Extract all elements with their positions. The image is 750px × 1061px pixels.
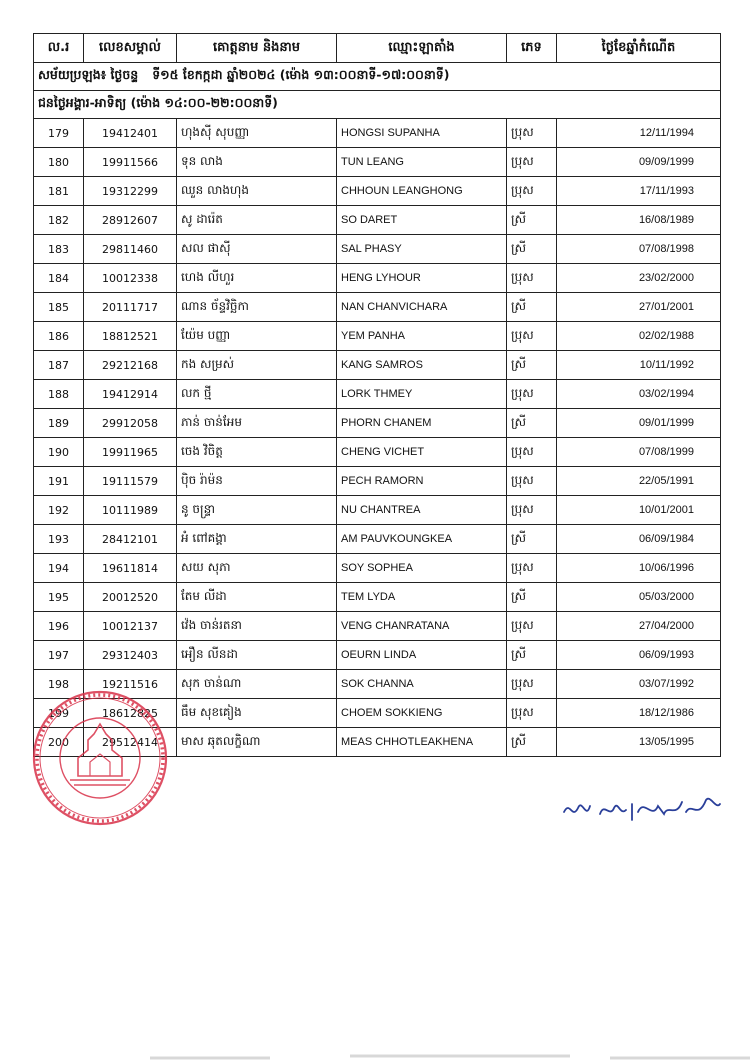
date-of-birth: 18/12/1986 [557,699,721,728]
table-row [34,235,721,264]
group-row [34,91,721,119]
gender: ប្រុស [507,612,557,641]
row-number: 194 [34,554,84,583]
name-khmer: ណាន ច័ន្ទវិច្ឆិកា [177,293,337,322]
gender: ស្រី [507,583,557,612]
gender: ស្រី [507,409,557,438]
candidate-id: 28412101 [84,525,177,554]
row-number: 183 [34,235,84,264]
candidate-id: 18812521 [84,322,177,351]
candidate-id: 10111989 [84,496,177,525]
gender: ប្រុស [507,467,557,496]
name-latin: SO DARET [337,206,507,235]
name-latin: HONGSI SUPANHA [337,119,507,148]
name-latin: LORK THMEY [337,380,507,409]
official-seal-icon [30,688,170,828]
row-number: 192 [34,496,84,525]
date-of-birth: 10/11/1992 [557,351,721,380]
row-number: 186 [34,322,84,351]
candidate-id: 19211516 [84,670,177,699]
session-detail: ទី១៥ ខែកក្កដា ឆ្នាំ២០២៤ (ម៉ោង ១៣:០០នាទី-១៧:០០នាទី) [152,67,450,82]
candidate-id: 20111717 [84,293,177,322]
date-of-birth: 12/11/1994 [557,119,721,148]
name-latin: CHOEM SOKKIENG [337,699,507,728]
candidate-id: 29212168 [84,351,177,380]
name-latin: OEURN LINDA [337,641,507,670]
name-khmer: មាស ឆុតលក្ខិណា [177,728,337,757]
date-of-birth: 02/02/1988 [557,322,721,351]
name-khmer: ទុន លាង [177,148,337,177]
name-khmer: សល ផាស៊ី [177,235,337,264]
table-row [34,119,721,148]
name-khmer: លក ថ្មី [177,380,337,409]
row-number: 198 [34,670,84,699]
name-khmer: ភាន់ ចាន់អែម [177,409,337,438]
row-number: 184 [34,264,84,293]
row-number: 189 [34,409,84,438]
name-latin: YEM PANHA [337,322,507,351]
name-khmer: ចេង វិចិត្ត [177,438,337,467]
gender: ស្រី [507,206,557,235]
row-number: 185 [34,293,84,322]
name-khmer: ឈួន លាងហុង [177,177,337,206]
name-latin: VENG CHANRATANA [337,612,507,641]
table-row [34,525,721,554]
gender: ប្រុស [507,496,557,525]
candidate-id: 10012137 [84,612,177,641]
table-row [34,438,721,467]
table-row [34,148,721,177]
name-latin: CHHOUN LEANGHONG [337,177,507,206]
date-of-birth: 13/05/1995 [557,728,721,757]
gender: ស្រី [507,351,557,380]
date-of-birth: 03/02/1994 [557,380,721,409]
date-of-birth: 17/11/1993 [557,177,721,206]
name-latin: SAL PHASY [337,235,507,264]
table-row [34,351,721,380]
gender: ប្រុស [507,380,557,409]
name-khmer: សុក ចាន់ណា [177,670,337,699]
candidate-id: 19412914 [84,380,177,409]
date-of-birth: 27/04/2000 [557,612,721,641]
header-id: លេខសម្គាល់ [84,34,177,63]
candidate-id: 19111579 [84,467,177,496]
date-of-birth: 16/08/1989 [557,206,721,235]
session-row [34,63,721,91]
candidate-id: 19412401 [84,119,177,148]
gender: ប្រុស [507,148,557,177]
name-latin: KANG SAMROS [337,351,507,380]
name-khmer: តែម លីដា [177,583,337,612]
name-khmer: កង សម្រស់ [177,351,337,380]
date-of-birth: 07/08/1998 [557,235,721,264]
row-number: 181 [34,177,84,206]
name-latin: SOY SOPHEA [337,554,507,583]
table-row [34,264,721,293]
page-edge-marks [150,1050,750,1061]
session-label: សម័យប្រឡង៖ ថ្ងៃចន្ទ [38,67,139,82]
gender: ប្រុស [507,554,557,583]
name-latin: PHORN CHANEM [337,409,507,438]
table-row [34,496,721,525]
table-row [34,641,721,670]
table-row [34,467,721,496]
candidate-id: 19911566 [84,148,177,177]
candidate-id: 29811460 [84,235,177,264]
row-number: 191 [34,467,84,496]
gender: ប្រុស [507,438,557,467]
date-of-birth: 09/01/1999 [557,409,721,438]
date-of-birth: 27/01/2001 [557,293,721,322]
name-latin: AM PAUVKOUNGKEA [337,525,507,554]
group-label: ជនថ្ងៃអង្គារ-អាទិត្យ (ម៉ោង ១៤:០០-២២:០០នាទី) [34,91,721,119]
row-number: 200 [34,728,84,757]
name-latin: TUN LEANG [337,148,507,177]
table-row [34,322,721,351]
gender: ស្រី [507,235,557,264]
candidate-id: 19312299 [84,177,177,206]
candidate-id: 19911965 [84,438,177,467]
name-latin: MEAS CHHOTLEAKHENA [337,728,507,757]
gender: ស្រី [507,728,557,757]
gender: ប្រុស [507,670,557,699]
date-of-birth: 07/08/1999 [557,438,721,467]
row-number: 195 [34,583,84,612]
date-of-birth: 06/09/1993 [557,641,721,670]
name-latin: HENG LYHOUR [337,264,507,293]
signature-icon [560,790,725,830]
name-khmer: សយ សុភា [177,554,337,583]
name-khmer: ហេង លីហួរ [177,264,337,293]
name-latin: CHENG VICHET [337,438,507,467]
name-khmer: ប៉ិច រ៉ាម៉ន [177,467,337,496]
date-of-birth: 10/01/2001 [557,496,721,525]
gender: ស្រី [507,525,557,554]
candidate-table [33,33,721,757]
row-number: 199 [34,699,84,728]
table-row [34,583,721,612]
gender: ស្រី [507,293,557,322]
header-name-kh: គោត្តនាម និងនាម [177,34,337,63]
table-row [34,206,721,235]
date-of-birth: 06/09/1984 [557,525,721,554]
row-number: 193 [34,525,84,554]
row-number: 188 [34,380,84,409]
row-number: 180 [34,148,84,177]
name-khmer: ហុងស៊ី សុបញ្ញា [177,119,337,148]
header-no: ល.រ [34,34,84,63]
name-latin: NAN CHANVICHARA [337,293,507,322]
name-khmer: អឿន លីនដា [177,641,337,670]
candidate-id: 29912058 [84,409,177,438]
table-row [34,293,721,322]
gender: ប្រុស [507,119,557,148]
table-row [34,612,721,641]
gender: ប្រុស [507,177,557,206]
row-number: 182 [34,206,84,235]
table-header-row [34,34,721,63]
gender: ប្រុស [507,264,557,293]
header-dob: ថ្ងៃខែឆ្នាំកំណើត [557,34,721,63]
name-khmer: យ៉ែម បញ្ញា [177,322,337,351]
document-sheet [33,33,720,757]
name-latin: TEM LYDA [337,583,507,612]
date-of-birth: 23/02/2000 [557,264,721,293]
candidate-id: 29312403 [84,641,177,670]
candidate-id: 29512414 [84,728,177,757]
name-khmer: អំ ពៅគង្គា [177,525,337,554]
date-of-birth: 09/09/1999 [557,148,721,177]
date-of-birth: 05/03/2000 [557,583,721,612]
header-gender: ភេទ [507,34,557,63]
name-khmer: វ៉េង ចាន់រតនា [177,612,337,641]
row-number: 179 [34,119,84,148]
table-row [34,380,721,409]
table-row [34,409,721,438]
gender: ស្រី [507,641,557,670]
header-name-latin: ឈ្មោះឡាតាំង [337,34,507,63]
name-khmer: សូ ដារ៉េត [177,206,337,235]
candidate-id: 19611814 [84,554,177,583]
table-row [34,554,721,583]
row-number: 187 [34,351,84,380]
row-number: 196 [34,612,84,641]
candidate-id: 10012338 [84,264,177,293]
name-khmer: នូ ចន្ទ្រា [177,496,337,525]
name-latin: NU CHANTREA [337,496,507,525]
candidate-id: 18612825 [84,699,177,728]
table-row [34,177,721,206]
date-of-birth: 03/07/1992 [557,670,721,699]
date-of-birth: 10/06/1996 [557,554,721,583]
name-latin: PECH RAMORN [337,467,507,496]
gender: ប្រុស [507,699,557,728]
row-number: 197 [34,641,84,670]
candidate-id: 28912607 [84,206,177,235]
name-latin: SOK CHANNA [337,670,507,699]
gender: ប្រុស [507,322,557,351]
name-khmer: ធឹម សុខគៀង [177,699,337,728]
date-of-birth: 22/05/1991 [557,467,721,496]
row-number: 190 [34,438,84,467]
candidate-id: 20012520 [84,583,177,612]
